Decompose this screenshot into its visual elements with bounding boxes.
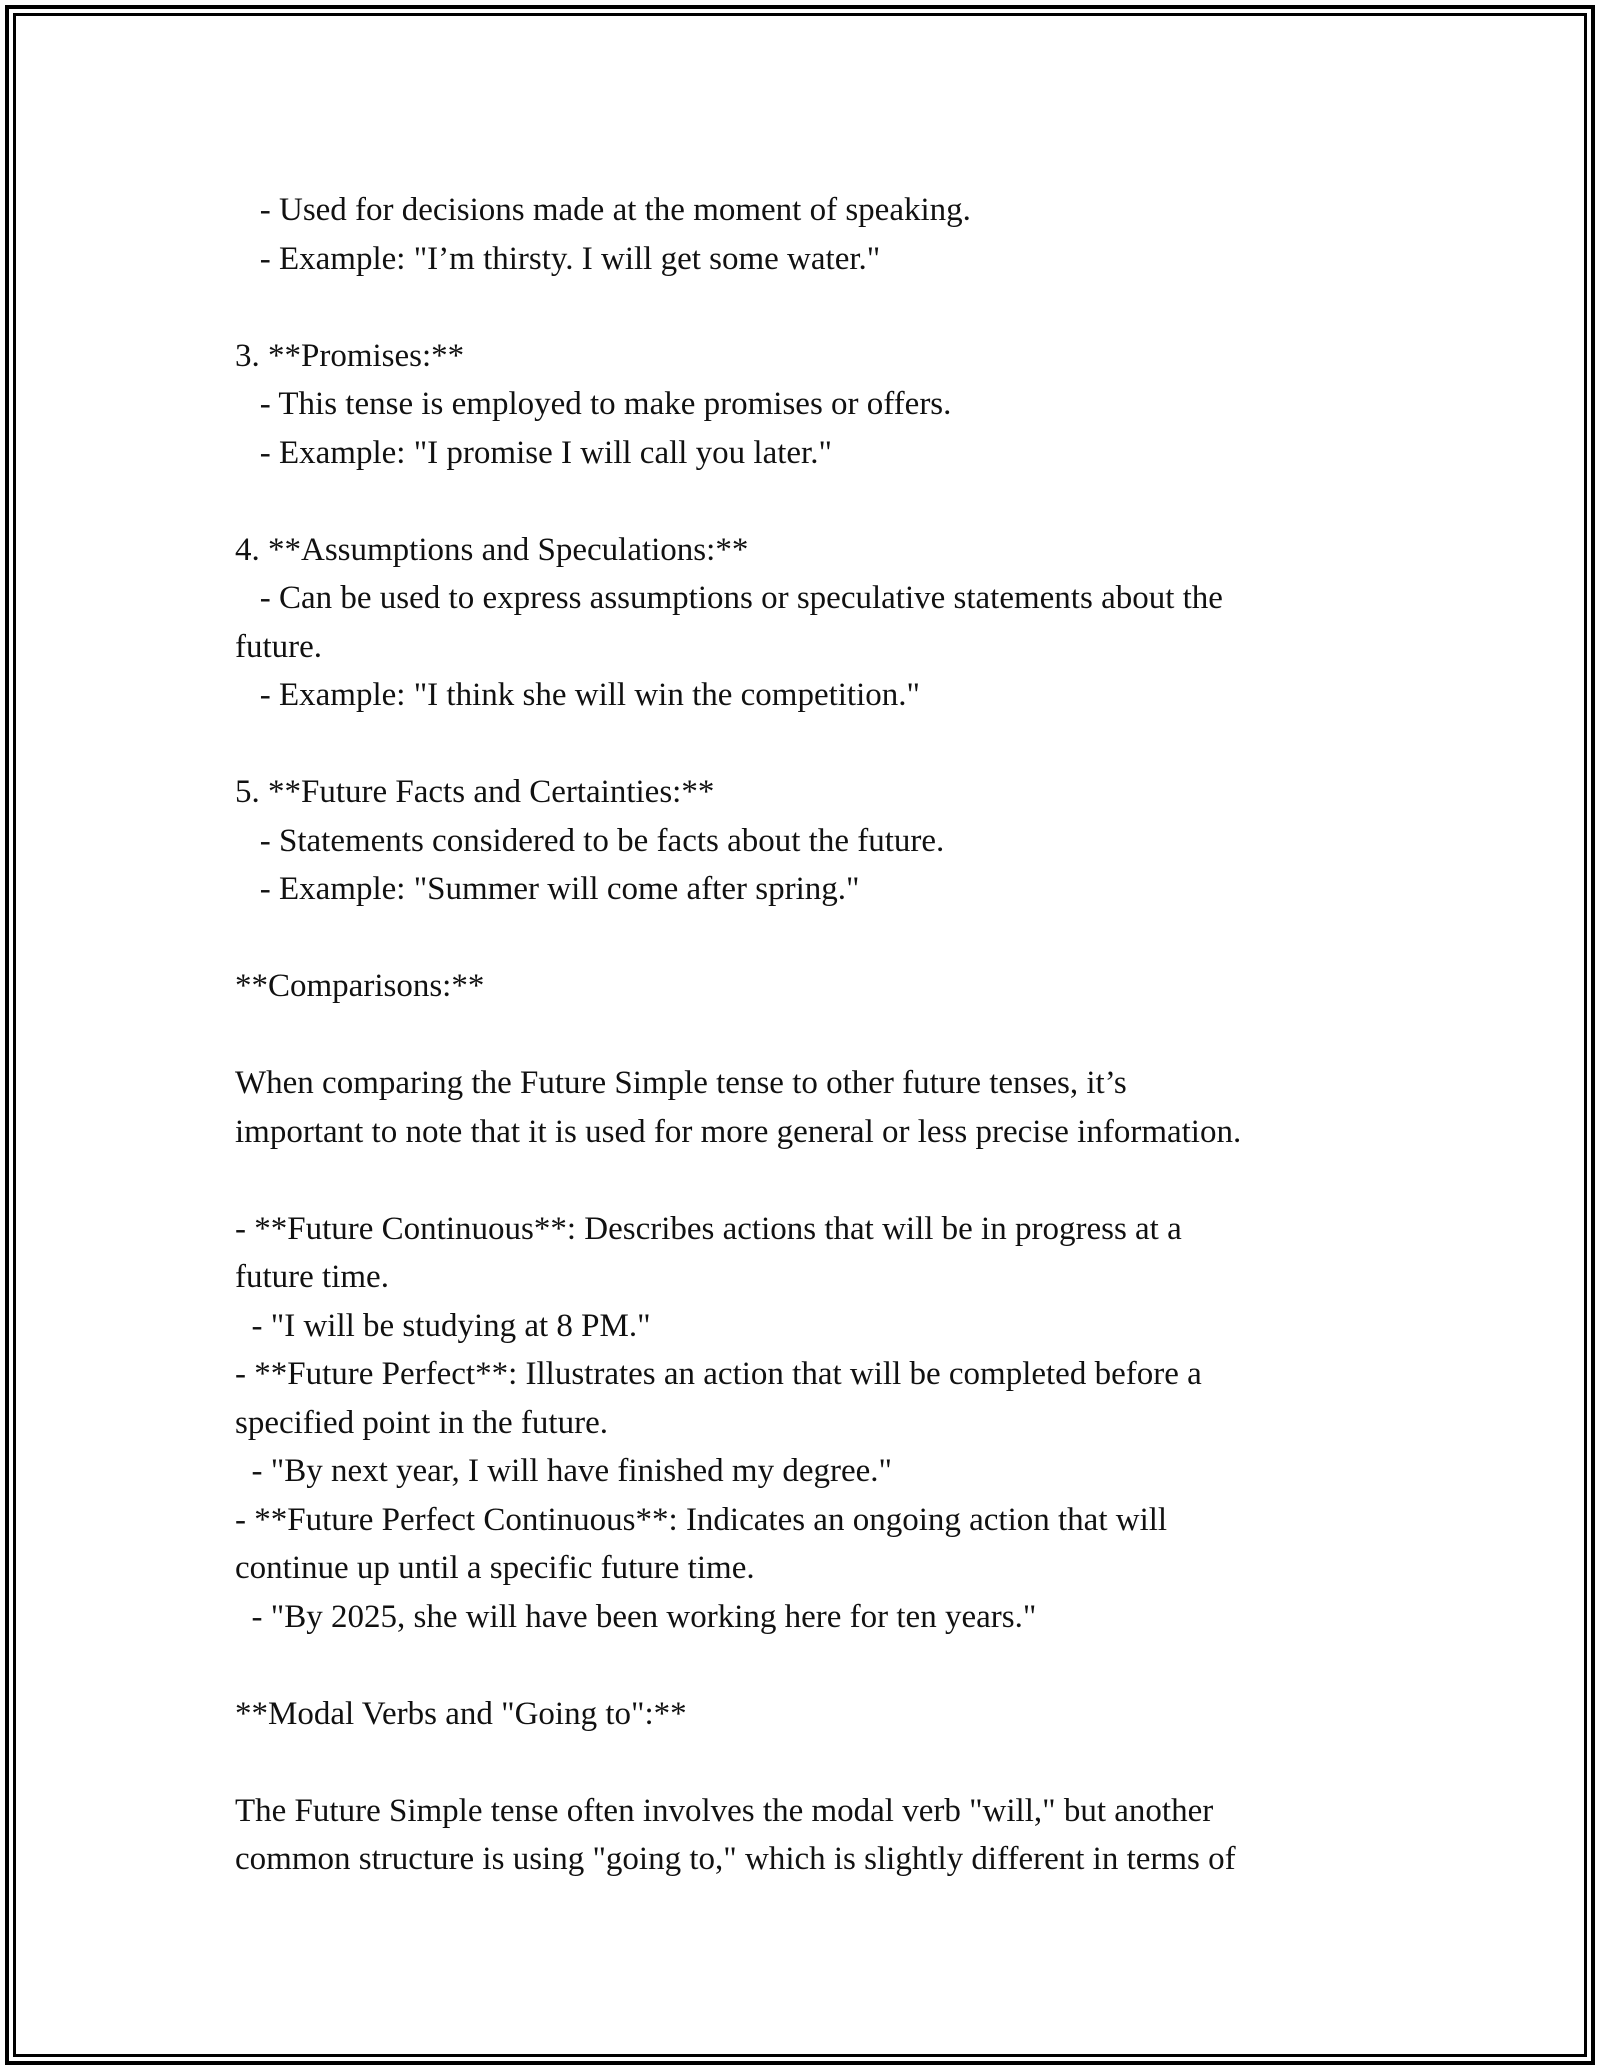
paragraph-line: important to note that it is used for more general or less precise information. (235, 1113, 1242, 1150)
blank-line (235, 1156, 1365, 1205)
paragraph-line: When comparing the Future Simple tense to other future tenses, it’s (235, 1065, 1127, 1101)
blank-line (235, 720, 1365, 769)
blank-line (235, 914, 1365, 963)
list-heading-promises: 3. **Promises:** (235, 337, 465, 374)
text-line: - Statements considered to be facts about the future. (235, 822, 945, 859)
list-heading-assumptions: 4. **Assumptions and Speculations:** (235, 531, 749, 568)
text-line: - Example: "Summer will come after spring." (235, 871, 860, 907)
bullet-future-continuous: - **Future Continuous**: Describes actions that will be in progress at a (235, 1210, 1182, 1247)
text-line: future time. (235, 1259, 389, 1295)
section-heading-comparisons: **Comparisons:** (235, 968, 485, 1004)
example-line: - "By next year, I will have finished my degree." (235, 1453, 893, 1489)
text-line: - Example: "I think she will win the competition." (235, 677, 920, 713)
blank-line (235, 283, 1365, 332)
example-line: - "I will be studying at 8 PM." (235, 1307, 651, 1344)
paragraph-line: The Future Simple tense often involves the modal verb "will," but another (235, 1792, 1214, 1829)
section-heading-modal-verbs: **Modal Verbs and "Going to":** (235, 1695, 687, 1732)
text-line: - Example: "I promise I will call you later." (235, 434, 832, 471)
blank-line (235, 1011, 1365, 1060)
text-line: - Can be used to express assumptions or speculative statements about the (235, 580, 1223, 616)
paragraph-line: common structure is using "going to," which is slightly different in terms of (235, 1841, 1236, 1877)
text-line: continue up until a specific future time. (235, 1550, 755, 1586)
blank-line (235, 1641, 1365, 1690)
text-line: - Used for decisions made at the moment of speaking. (235, 192, 971, 228)
bullet-future-perfect: - **Future Perfect**: Illustrates an action that will be completed before a (235, 1356, 1202, 1392)
blank-line (235, 1738, 1365, 1787)
bullet-future-perfect-continuous: - **Future Perfect Continuous**: Indicates an ongoing action that will (235, 1501, 1168, 1538)
text-line: - This tense is employed to make promises or offers. (235, 386, 952, 422)
example-line: - "By 2025, she will have been working here for ten years." (235, 1598, 1037, 1635)
text-line: future. (235, 628, 323, 665)
list-heading-future-facts: 5. **Future Facts and Certainties:** (235, 774, 715, 810)
document-body (235, 186, 1365, 1884)
blank-line (235, 477, 1365, 526)
text-line: specified point in the future. (235, 1404, 608, 1441)
text-line: - Example: "I’m thirsty. I will get some water." (235, 240, 881, 277)
